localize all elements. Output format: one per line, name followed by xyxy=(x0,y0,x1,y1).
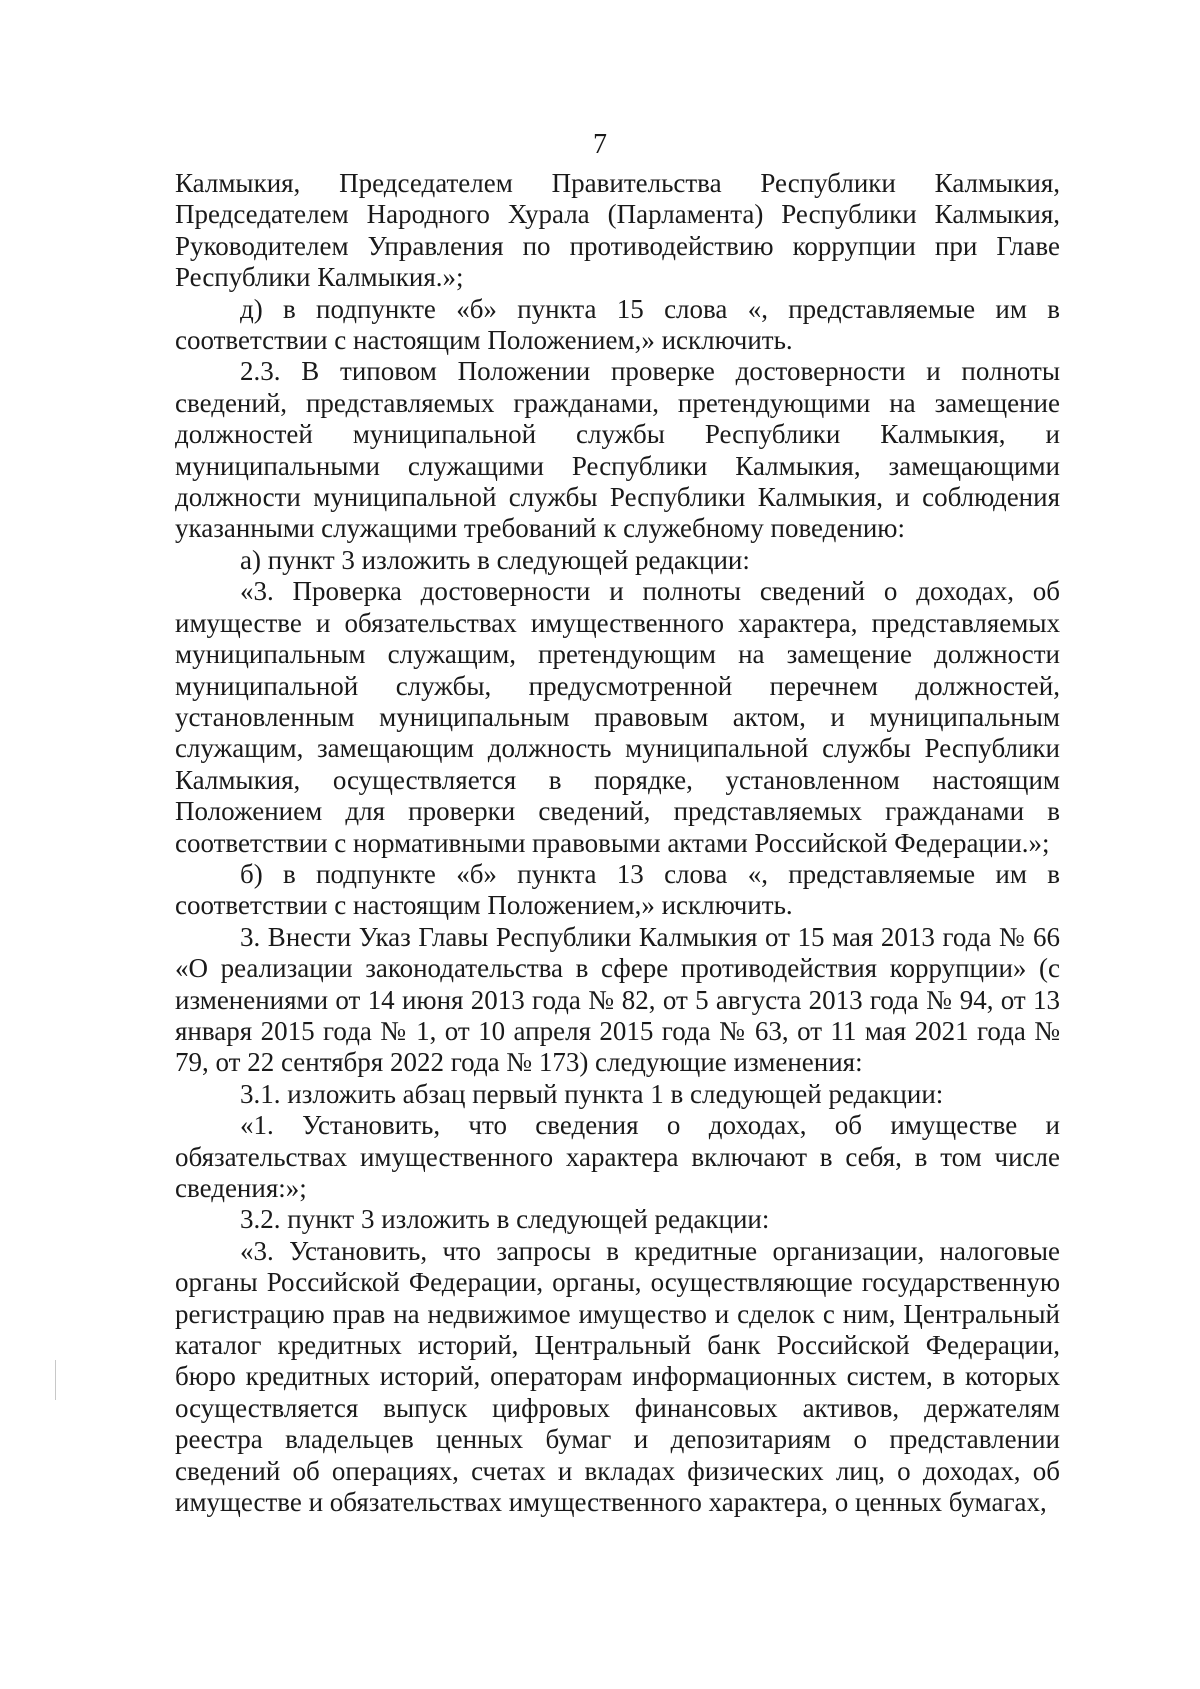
paragraph-item-a: а) пункт 3 изложить в следующей редакции: xyxy=(240,544,750,575)
paragraph-quote-3-2: «3. Установить, что запросы в кредитные организации, налоговые органы Российской Федерации, органы, осуществляющие государственную регистрацию прав на недвижимое имущество и сделок с ним, Центральный каталог кредитных историй, Центральный банк Российской Федерации, бюро кредитных историй, операторам информационных систем, в которых осуществляется выпуск цифровых финансовых активов, держателям реестра владельцев ценных бумаг и депозитариям о представлении сведений об операциях, счетах и вкладах физических лиц, о доходах, об имуществе и обязательствах имущественного характера, о ценных бумагах, xyxy=(175,1235,1060,1518)
paragraph-continuation: Калмыкия, Председателем Правительства Республики Калмыкия, Председателем Народного Хурала (Парламента) Республики Калмыкия, Руководителем Управления по противодействию коррупции при Главе Республики Калмыкия.»; xyxy=(175,168,1060,293)
scan-margin-mark xyxy=(55,1360,56,1400)
page-number: 7 xyxy=(593,129,607,160)
paragraph-quote-3: «3. Проверка достоверности и полноты сведений о доходах, об имуществе и обязательствах имущественного характера, представляемых муниципальным служащим, претендующим на замещение должности муниципальной службы, предусмотренной перечнем должностей, установленным муниципальным правовым актом, и муниципальным служащим, замещающим должность муниципальной службы Республики Калмыкия, осуществляется в порядке, установленном настоящим Положением для проверки сведений, представляемых гражданами в соответствии с нормативными правовыми актами Российской Федерации.»; xyxy=(175,576,1060,858)
paragraph-2-3: 2.3. В типовом Положении проверке достоверности и полноты сведений, представляемых гражданами, претендующими на замещение должностей муниципальной службы Республики Калмыкия, и муниципальными служащими Республики Калмыкия, замещающими должности муниципальной службы Республики Калмыкия, и соблюдения указанными служащими требований к служебному поведению: xyxy=(175,356,1060,544)
paragraph-item-d: д) в подпункте «б» пункта 15 слова «, представляемые им в соответствии с настоящим Положением,» исключить. xyxy=(175,293,1060,356)
paragraph-item-b: б) в подпункте «б» пункта 13 слова «, представляемые им в соответствии с настоящим Положением,» исключить. xyxy=(175,858,1060,921)
paragraph-3-1: 3.1. изложить абзац первый пункта 1 в следующей редакции: xyxy=(240,1078,944,1109)
paragraph-3-2: 3.2. пункт 3 изложить в следующей редакции: xyxy=(240,1204,770,1235)
document-body xyxy=(175,168,1060,1518)
paragraph-quote-1: «1. Установить, что сведения о доходах, об имуществе и обязательствах имущественного характера включают в себя, в том числе сведения:»; xyxy=(175,1110,1060,1203)
paragraph-3: 3. Внести Указ Главы Республики Калмыкия от 15 мая 2013 года № 66 «О реализации законодательства в сфере противодействия коррупции» (с изменениями от 14 июня 2013 года № 82, от 5 августа 2013 года № 94, от 13 января 2015 года № 1, от 10 апреля 2015 года № 63, от 11 мая 2021 года № 79, от 22 сентября 2022 года № 173) следующие изменения: xyxy=(175,921,1060,1078)
